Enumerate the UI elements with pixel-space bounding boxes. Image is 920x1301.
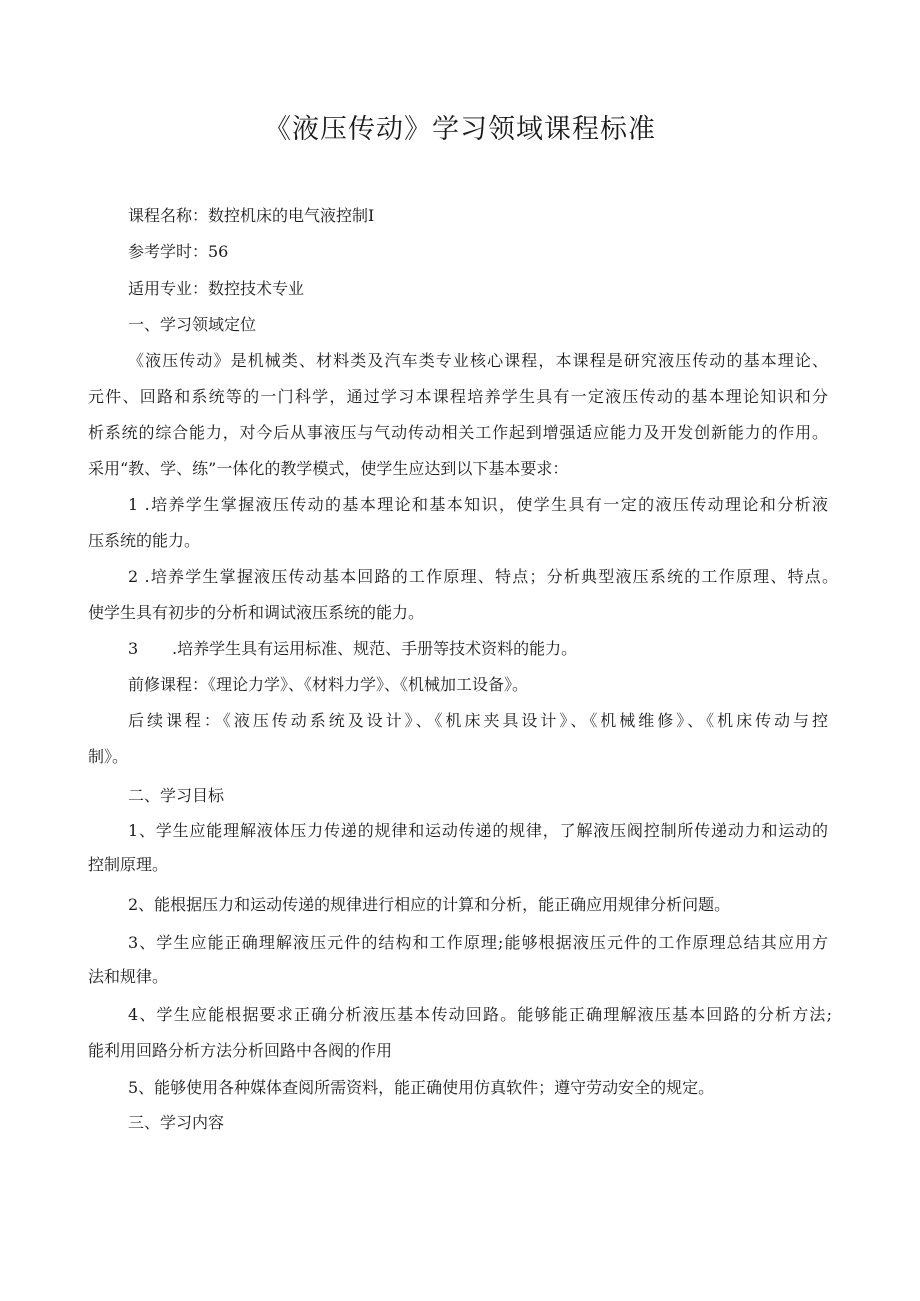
section-heading-goals: 二、学习目标 [128,786,225,805]
section-heading-positioning: 一、学习领域定位 [128,315,257,334]
followup-courses-cont: 制》。 [88,747,129,766]
course-name: 课程名称：数控机床的电气液控制Ⅰ [128,206,375,225]
followup-courses: 后续课程：《液压传动系统及设计》、《机床夹具设计》、《机械维修》、《机床传动与控 [128,711,828,730]
goal-item: 2、能根据压力和运动传递的规律进行相应的计算和分析，能正确应用规律分析问题。 [128,895,731,914]
goal-item: 4、学生应能根据要求正确分析液压基本传动回路。能够能正确理解液压基本回路的分析方法; [128,1005,832,1024]
goal-item: 3、学生应能正确理解液压元件的结构和工作原理;能够根据液压元件的工作原理总结其应用方 [128,933,828,952]
requirement-item-cont: 使学生具有初步的分析和调试液压系统的能力。 [88,603,425,622]
paragraph-line: 元件、回路和系统等的一门科学，通过学习本课程培养学生具有一定液压传动的基本理论知识和分 [88,387,828,406]
prerequisite-courses: 前修课程：《理论力学》、《材料力学》、《机械加工设备》。 [128,675,529,694]
goal-item: 1、学生应能理解液体压力传递的规律和运动传递的规律，了解液压阀控制所传递动力和运动的 [128,821,828,840]
paragraph-line: 《液压传动》是机械类、材料类及汽车类专业核心课程，本课程是研究液压传动的基本理论、 [128,351,828,370]
goal-item-cont: 能利用回路分析方法分析回路中各阀的作用 [88,1041,393,1060]
goal-item-cont: 控制原理。 [88,855,169,874]
requirement-item: .培养学生具有运用标准、规范、手册等技术资料的能力。 [172,639,578,658]
goal-item: 5、能够使用各种媒体查阅所需资料，能正确使用仿真软件；遵守劳动安全的规定。 [128,1078,715,1097]
document-title: 《液压传动》学习领域课程标准 [264,114,656,145]
reference-hours: 参考学时：56 [128,242,229,261]
goal-item-cont: 法和规律。 [88,967,169,986]
paragraph-line: 采用“教、学、练”一体化的教学模式，使学生应达到以下基本要求： [88,459,569,478]
requirement-item: 2 .培养学生掌握液压传动基本回路的工作原理、特点；分析典型液压系统的工作原理、特点。 [128,567,838,586]
applicable-major: 适用专业：数控技术专业 [128,279,305,298]
requirement-item-cont: 压系统的能力。 [88,531,201,550]
requirement-item: 1 .培养学生掌握液压传动的基本理论和基本知识，使学生具有一定的液压传动理论和分析液 [128,495,828,514]
paragraph-line: 析系统的综合能力，对今后从事液压与气动传动相关工作起到增强适应能力及开发创新能力的作用。 [88,423,828,442]
section-heading-content: 三、学习内容 [128,1113,225,1132]
requirement-number: 3 [128,639,139,658]
